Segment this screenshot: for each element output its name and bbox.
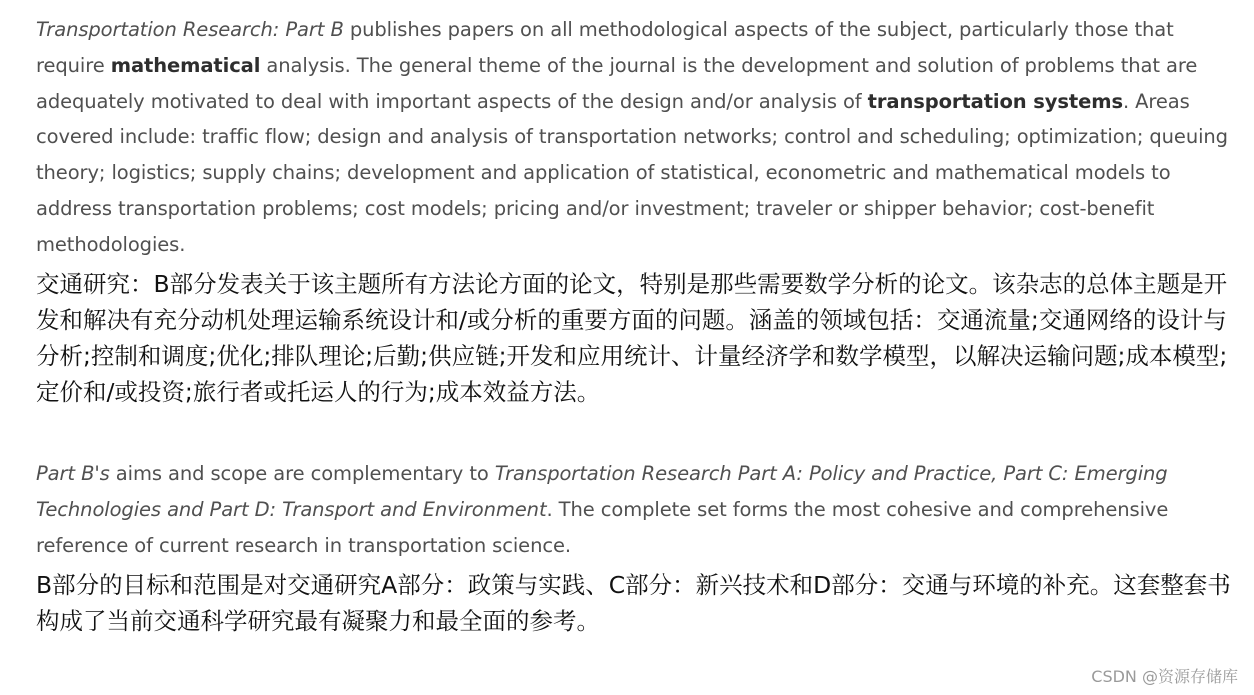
text-segment: analysis. The general theme of the journal is the development and solution of problems that are adequately motivated to deal with important aspects of the design and/or analysis of bbox=[36, 53, 1198, 113]
aims-paragraph-chinese: B部分的目标和范围是对交通研究A部分：政策与实践、C部分：新兴技术和D部分：交通与环境的补充。这套整套书构成了当前交通科学研究最有凝聚力和最全面的参考。 bbox=[36, 570, 1231, 635]
part-b-reference: Part B's bbox=[36, 462, 110, 486]
article-body bbox=[36, 12, 1232, 639]
scope-paragraph-chinese: 交通研究：B部分发表关于该主题所有方法论方面的论文，特别是那些需要数学分析的论文。该杂志的总体主题是开发和解决有充分动机处理运输系统设计和/或分析的重要方面的问题。涵盖的领域包括：交通流量;交通网络的设计与分析;控制和调度;优化;排队理论;后勤;供应链;开发和应用统计、计量经济学和数学模型，以解决运输问题;成本模型;定价和/或投资;旅行者或托运人的行为;成本效益方法。 bbox=[36, 269, 1228, 407]
keyword-mathematical: mathematical bbox=[110, 53, 261, 77]
text-segment: aims and scope are complementary to bbox=[109, 462, 495, 486]
journal-name: Transportation Research: Part B bbox=[36, 18, 344, 41]
text-segment: . The complete set forms the most cohesive and comprehensive reference of current research in transportation science. bbox=[36, 498, 1169, 557]
aims-paragraph-english bbox=[36, 456, 1232, 563]
keyword-transportation-systems: transportation systems bbox=[867, 89, 1123, 113]
text-segment: . Areas covered include: traffic flow; design and analysis of transportation networks; control and scheduling; optimization; queuing theory; logistics; supply chains; development and application of statistical, econometric and mathematical models to address transportation problems; cost models; pricing and/or investment; traveler or shipper behavior; cost-benefit methodologies. bbox=[36, 89, 1228, 256]
csdn-watermark: CSDN @资源存储库 bbox=[1091, 667, 1238, 686]
related-journals: Transportation Research Part A: Policy and Practice, Part C: Emerging Technologies and Part D: Transport and Environment bbox=[36, 462, 1168, 522]
text-segment: publishes papers on all methodological aspects of the subject, particularly those that require bbox=[36, 18, 1174, 77]
scope-paragraph-english bbox=[36, 12, 1232, 263]
